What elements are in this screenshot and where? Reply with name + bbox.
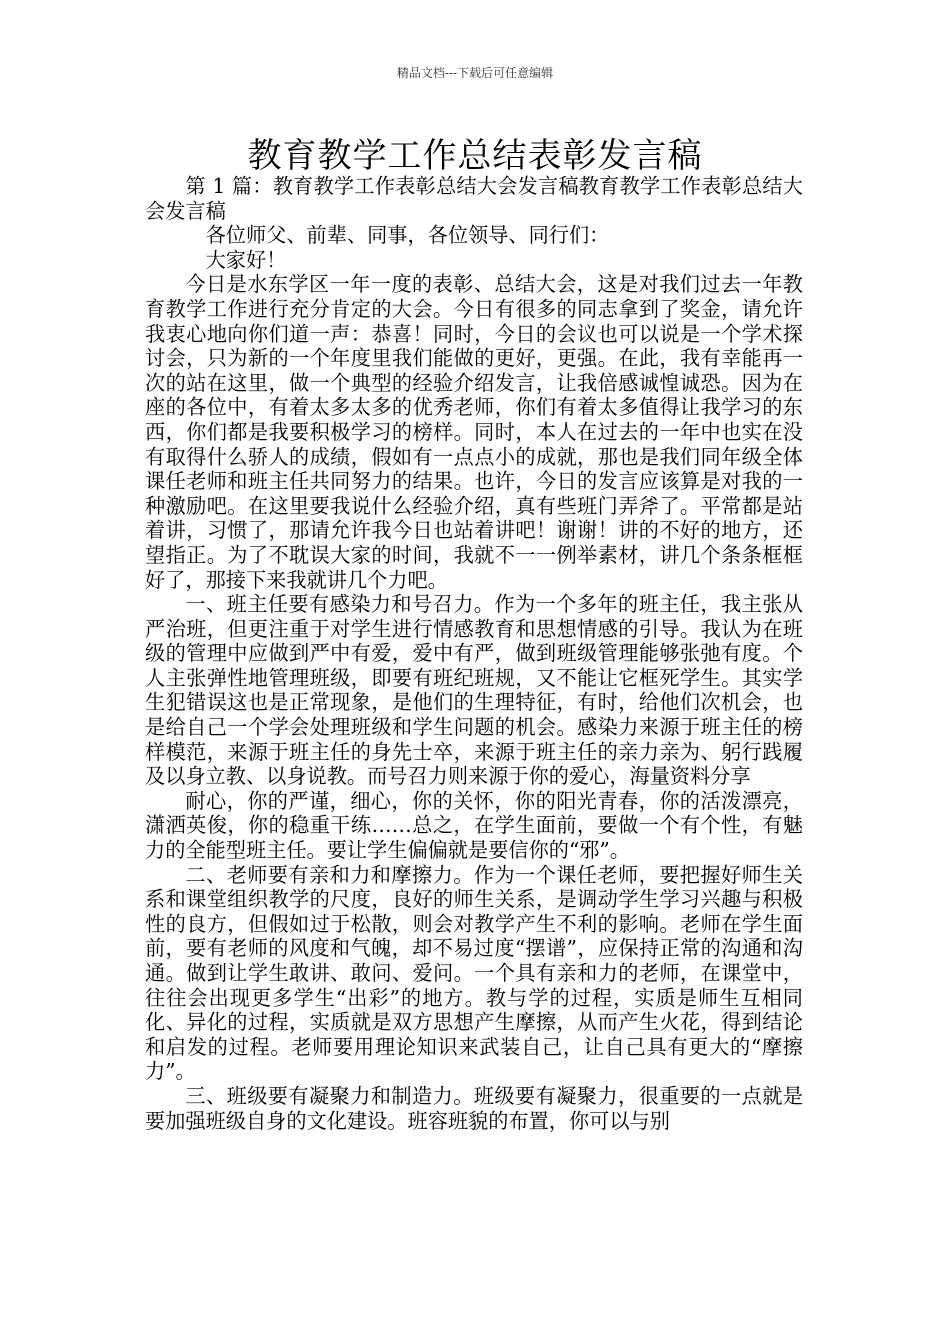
paragraph: 一、班主任要有感染力和号召力。作为一个多年的班主任，我主张从严治班，但更注重于对学生进行情感教育和思想情感的引导。我认为在班级的管理中应做到严中有爱，爱中有严，做到班级管理能够张弛有度。个人主张弹性地管理班级，即要有班纪班规，又不能让它框死学生。其实学生犯错误这也是正常现象，是他们的生理特征，有时，给他们次机会，也是给自己一个学会处理班级和学生问题的机会。感染力来源于班主任的榜样模范，来源于班主任的身先士卒，来源于班主任的亲力亲为、躬行践履及以身立教、以身说教。而号召力则来源于你的爱心，海量资料分享 (145, 592, 803, 789)
paragraph: 第 1 篇：教育教学工作表彰总结大会发言稿教育教学工作表彰总结大会发言稿 (145, 174, 803, 223)
paragraph: 各位师父、前辈、同事，各位领导、同行们： (205, 223, 610, 248)
paragraph: 耐心，你的严谨，细心，你的关怀，你的阳光青春，你的活泼漂亮，潇洒英俊，你的稳重干练……总之，在学生面前，要做一个有个性，有魅力的全能型班主任。要让学生偏偏就是要信你的“邪”。 (145, 788, 803, 863)
paragraph: 三、班级要有凝聚力和制造力。班级要有凝聚力，很重要的一点就是要加强班级自身的文化建设。班容班貌的布置，你可以与别 (145, 1083, 803, 1133)
paragraph: 大家好！ (205, 247, 287, 272)
document-title: 教育教学工作总结表彰发言稿 (247, 136, 703, 176)
paragraph: 今日是水东学区一年一度的表彰、总结大会，这是对我们过去一年教育教学工作进行充分肯定的大会。今日有很多的同志拿到了奖金，请允许我衷心地向你们道一声：恭喜！同时，今日的会议也可以说是一个学术探讨会，只为新的一个年度里我们能做的更好，更强。在此，我有幸能再一次的站在这里，做一个典型的经验介绍发言，让我倍感诚惶诚恐。因为在座的各位中，有着太多太多的优秀老师，你们有着太多值得让我学习的东西，你们都是我要积极学习的榜样。同时，本人在过去的一年中也实在没有取得什么骄人的成绩，假如有一点点小的成就，那也是我们同年级全体课任老师和班主任共同努力的结果。也许，今日的发言应该算是对我的一种激励吧。在这里要我说什么经验介绍，真有些班门弄斧了。平常都是站着讲，习惯了，那请允许我今日也站着讲吧！谢谢！讲的不好的地方，还望指正。为了不耽误大家的时间，我就不一一例举素材，讲几个条条框框好了，那接下来我就讲几个力吧。 (145, 272, 803, 592)
document-body (145, 174, 803, 1133)
page-header: 精品文档---下载后可任意编辑 (396, 66, 554, 80)
paragraph: 二、老师要有亲和力和摩擦力。作为一个课任老师，要把握好师生关系和课堂组织教学的尺度，良好的师生关系，是调动学生学习兴趣与积极性的良方，但假如过于松散，则会对教学产生不利的影响。老师在学生面前，要有老师的风度和气魄，却不易过度“摆谱”，应保持正常的沟通和沟通。做到让学生敢讲、敢问、爱问。一个具有亲和力的老师，在课堂中，往往会出现更多学生“出彩”的地方。教与学的过程，实质是师生互相同化、异化的过程，实质就是双方思想产生摩擦，从而产生火花，得到结论和启发的过程。老师要用理论知识来武装自己，让自己具有更大的“摩擦力”。 (145, 862, 803, 1084)
